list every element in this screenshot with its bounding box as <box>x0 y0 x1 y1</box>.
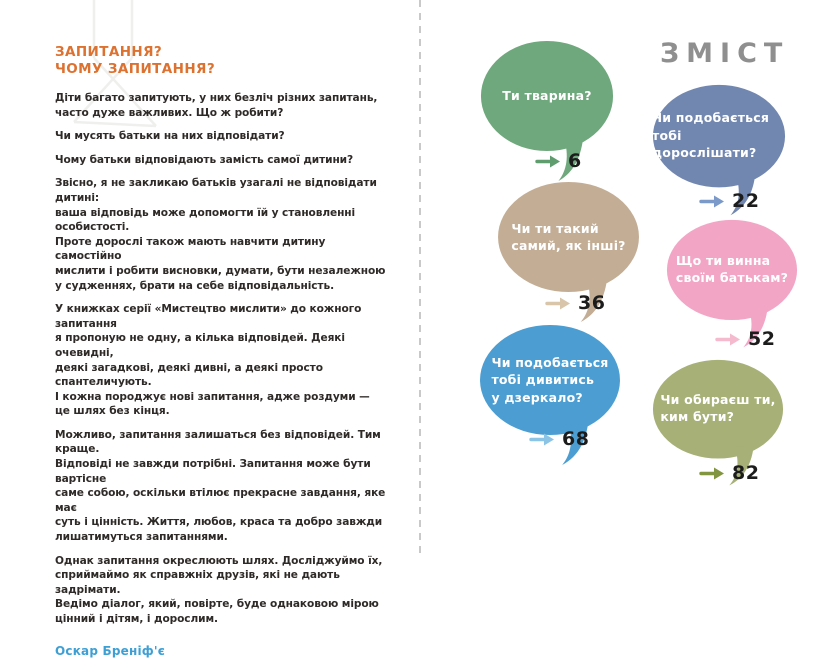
intro-paragraph: Чи мусять батьки на них відповідати? <box>55 130 285 143</box>
intro-paragraph: У книжках серії «Мистецтво мислити» до кожного запитання я пропоную не одну, а кілька відповідей. Деякі очевидні, деякі загадкові, деякі дивні, а деякі просто спантеличують. І кожна породжує нові запитання, адже роздуми — це шлях без кінця. <box>55 303 370 418</box>
intro-paragraph: Звісно, я не закликаю батьків узагалі не відповідати дитині: ваша відповідь може допомогти їй у становленні особистості. Проте дорослі також мають навчити дитину самостійно мислити і робити висновки, думати, бути незалежною у судженнях, брати на себе відповідальність. <box>55 177 386 292</box>
arrow-right-icon <box>546 297 571 310</box>
toc-page <box>420 0 840 553</box>
intro-paragraph: Діти багато запитують, у них безліч різних запитань, часто дуже важливих. Що ж робити? <box>55 92 378 119</box>
arrow-right-icon <box>536 155 561 168</box>
toc-question: Ти тварина? <box>502 88 592 104</box>
toc-pageref[interactable] <box>546 292 605 314</box>
author-signature: Оскар Бреніф'є <box>55 643 166 658</box>
toc-question: Чи подобається тобі дивитись у дзеркало? <box>491 354 609 405</box>
toc-question: Чи подобається тобі дорослішати? <box>652 110 770 161</box>
arrow-right-icon <box>700 467 725 480</box>
page-number: 82 <box>732 462 760 484</box>
arrow-right-icon <box>530 433 555 446</box>
intro-paragraph: Чому батьки відповідають замість самої дитини? <box>55 153 354 166</box>
toc-pageref[interactable] <box>536 150 582 172</box>
intro-paragraph: Однак запитання окреслюють шлях. Досліджуймо їх, сприймаймо як справжніх друзів, які не дають задрімати. Ведімо діалог, який, повірте, буде однаковою мірою цінний і дітям, і дорослим. <box>55 554 383 625</box>
page-number: 22 <box>732 190 760 212</box>
toc-pageref[interactable] <box>716 328 775 350</box>
toc-question: Що ти винна своїм батькам? <box>675 252 789 285</box>
toc-title: ЗМІСТ <box>660 38 790 69</box>
page-number: 36 <box>578 292 606 314</box>
toc-pageref[interactable] <box>700 462 759 484</box>
page-number: 68 <box>562 428 590 450</box>
arrow-right-icon <box>716 333 741 346</box>
toc-pageref[interactable] <box>530 428 589 450</box>
intro-paragraph: Можливо, запитання залишаться без відповідей. Тим краще. Відповіді не завжди потрібні. Запитання може бути вартісне саме собою, оскільки втілює прекрасне завдання, яке має суть і цінність. Життя, любов, краса та добро завжди лишатимуться запитаннями. <box>55 428 386 544</box>
toc-question: Чи обираєш ти, ким бути? <box>660 391 776 424</box>
toc-pageref[interactable] <box>700 190 759 212</box>
intro-text-block <box>55 44 390 658</box>
toc-question: Чи ти такий самий, як інші? <box>511 220 626 253</box>
arrow-right-icon <box>700 195 725 208</box>
page-number: 6 <box>568 150 582 172</box>
page-number: 52 <box>748 328 776 350</box>
intro-heading: ЗАПИТАННЯ? ЧОМУ ЗАПИТАННЯ? <box>55 44 216 77</box>
